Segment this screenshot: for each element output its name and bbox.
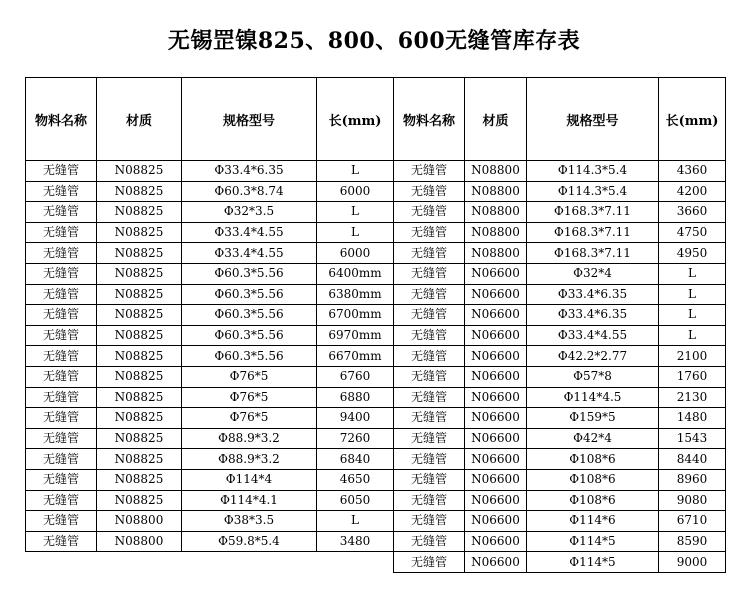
cell-length: 6050 [317, 490, 394, 511]
table-row [26, 222, 726, 243]
cell-spec: Φ42.2*2.77 [527, 346, 659, 367]
cell-material-name: 无缝管 [26, 387, 97, 408]
cell-material-name: 无缝管 [26, 222, 97, 243]
cell-grade: N08825 [97, 325, 182, 346]
cell-material-name: 无缝管 [394, 428, 465, 449]
cell-length: L [317, 511, 394, 532]
cell-grade: N06600 [465, 305, 527, 326]
cell-material-name: 无缝管 [394, 366, 465, 387]
cell-spec: Φ59.8*5.4 [182, 531, 317, 552]
cell-spec: Φ38*3.5 [182, 511, 317, 532]
cell-grade: N08825 [97, 284, 182, 305]
empty-cell [26, 552, 97, 573]
cell-material-name: 无缝管 [394, 284, 465, 305]
cell-spec: Φ108*6 [527, 490, 659, 511]
table-row [26, 202, 726, 223]
cell-grade: N08800 [465, 243, 527, 264]
cell-length: 4360 [659, 161, 726, 182]
cell-spec: Φ88.9*3.2 [182, 449, 317, 470]
cell-spec: Φ33.4*6.35 [527, 305, 659, 326]
cell-material-name: 无缝管 [394, 305, 465, 326]
cell-material-name: 无缝管 [394, 243, 465, 264]
cell-material-name: 无缝管 [394, 449, 465, 470]
table-row [26, 284, 726, 305]
cell-grade: N06600 [465, 387, 527, 408]
table-row [26, 305, 726, 326]
cell-spec: Φ108*6 [527, 449, 659, 470]
table-row [26, 243, 726, 264]
table-row [26, 552, 726, 573]
cell-spec: Φ114*4.5 [527, 387, 659, 408]
table-row [26, 181, 726, 202]
cell-grade: N08825 [97, 428, 182, 449]
inventory-table [25, 77, 726, 573]
cell-material-name: 无缝管 [26, 181, 97, 202]
cell-length: 4200 [659, 181, 726, 202]
cell-material-name: 无缝管 [26, 531, 97, 552]
cell-spec: Φ168.3*7.11 [527, 222, 659, 243]
cell-length: 1480 [659, 408, 726, 429]
cell-grade: N06600 [465, 511, 527, 532]
cell-material-name: 无缝管 [26, 263, 97, 284]
cell-material-name: 无缝管 [26, 161, 97, 182]
cell-spec: Φ60.3*5.56 [182, 305, 317, 326]
cell-material-name: 无缝管 [26, 449, 97, 470]
cell-spec: Φ60.3*5.56 [182, 346, 317, 367]
cell-spec: Φ114.3*5.4 [527, 161, 659, 182]
cell-spec: Φ60.3*8.74 [182, 181, 317, 202]
cell-length: 7260 [317, 428, 394, 449]
cell-spec: Φ33.4*4.55 [182, 243, 317, 264]
cell-grade: N08800 [97, 531, 182, 552]
cell-grade: N06600 [465, 325, 527, 346]
cell-grade: N06600 [465, 552, 527, 573]
cell-length: L [317, 161, 394, 182]
cell-spec: Φ42*4 [527, 428, 659, 449]
cell-spec: Φ33.4*4.55 [527, 325, 659, 346]
cell-length: 8590 [659, 531, 726, 552]
cell-length: L [659, 325, 726, 346]
cell-grade: N08825 [97, 222, 182, 243]
cell-length: 4950 [659, 243, 726, 264]
cell-length: 3660 [659, 202, 726, 223]
cell-spec: Φ60.3*5.56 [182, 284, 317, 305]
cell-material-name: 无缝管 [26, 366, 97, 387]
cell-grade: N08825 [97, 243, 182, 264]
cell-spec: Φ76*5 [182, 408, 317, 429]
cell-length: 6840 [317, 449, 394, 470]
cell-length: 4750 [659, 222, 726, 243]
table-row [26, 469, 726, 490]
header-grade: 材质 [97, 78, 182, 161]
table-row [26, 387, 726, 408]
cell-material-name: 无缝管 [26, 325, 97, 346]
cell-grade: N08825 [97, 181, 182, 202]
cell-length: 6000 [317, 243, 394, 264]
cell-material-name: 无缝管 [26, 346, 97, 367]
empty-cell [182, 552, 317, 573]
cell-spec: Φ57*8 [527, 366, 659, 387]
header-spec: 规格型号 [527, 78, 659, 161]
cell-material-name: 无缝管 [26, 243, 97, 264]
header-material-name: 物料名称 [26, 78, 97, 161]
cell-material-name: 无缝管 [26, 408, 97, 429]
cell-material-name: 无缝管 [394, 161, 465, 182]
cell-grade: N06600 [465, 366, 527, 387]
cell-spec: Φ114.3*5.4 [527, 181, 659, 202]
cell-grade: N08825 [97, 366, 182, 387]
cell-spec: Φ114*5 [527, 552, 659, 573]
cell-grade: N06600 [465, 408, 527, 429]
cell-grade: N08825 [97, 202, 182, 223]
empty-cell [317, 552, 394, 573]
cell-length: 6700mm [317, 305, 394, 326]
cell-material-name: 无缝管 [394, 552, 465, 573]
cell-material-name: 无缝管 [26, 202, 97, 223]
cell-material-name: 无缝管 [26, 305, 97, 326]
table-row [26, 490, 726, 511]
cell-material-name: 无缝管 [394, 531, 465, 552]
cell-spec: Φ159*5 [527, 408, 659, 429]
cell-material-name: 无缝管 [394, 490, 465, 511]
cell-grade: N08800 [465, 222, 527, 243]
header-grade: 材质 [465, 78, 527, 161]
cell-grade: N08825 [97, 408, 182, 429]
cell-length: L [659, 305, 726, 326]
cell-grade: N08825 [97, 490, 182, 511]
cell-length: L [317, 222, 394, 243]
cell-material-name: 无缝管 [26, 511, 97, 532]
cell-spec: Φ114*4.1 [182, 490, 317, 511]
cell-length: 2130 [659, 387, 726, 408]
cell-grade: N08800 [465, 161, 527, 182]
cell-grade: N08825 [97, 305, 182, 326]
cell-length: 1543 [659, 428, 726, 449]
cell-spec: Φ60.3*5.56 [182, 325, 317, 346]
table-row [26, 366, 726, 387]
table-row [26, 346, 726, 367]
cell-spec: Φ114*5 [527, 531, 659, 552]
cell-material-name: 无缝管 [394, 346, 465, 367]
table-row [26, 428, 726, 449]
cell-spec: Φ76*5 [182, 366, 317, 387]
cell-spec: Φ33.4*4.55 [182, 222, 317, 243]
cell-grade: N06600 [465, 346, 527, 367]
cell-grade: N06600 [465, 263, 527, 284]
cell-material-name: 无缝管 [26, 428, 97, 449]
cell-length: 9080 [659, 490, 726, 511]
cell-grade: N08825 [97, 449, 182, 470]
cell-material-name: 无缝管 [26, 469, 97, 490]
cell-grade: N08825 [97, 346, 182, 367]
table-row [26, 449, 726, 470]
cell-grade: N08825 [97, 469, 182, 490]
empty-cell [97, 552, 182, 573]
cell-grade: N06600 [465, 469, 527, 490]
table-row [26, 408, 726, 429]
cell-length: 8960 [659, 469, 726, 490]
cell-material-name: 无缝管 [394, 263, 465, 284]
cell-spec: Φ76*5 [182, 387, 317, 408]
cell-spec: Φ108*6 [527, 469, 659, 490]
cell-length: 9000 [659, 552, 726, 573]
cell-material-name: 无缝管 [394, 222, 465, 243]
cell-length: 6000 [317, 181, 394, 202]
cell-material-name: 无缝管 [394, 408, 465, 429]
table-row [26, 161, 726, 182]
header-spec: 规格型号 [182, 78, 317, 161]
cell-length: 6400mm [317, 263, 394, 284]
cell-length: 6670mm [317, 346, 394, 367]
cell-length: 4650 [317, 469, 394, 490]
cell-spec: Φ32*4 [527, 263, 659, 284]
cell-spec: Φ114*4 [182, 469, 317, 490]
cell-length: 3480 [317, 531, 394, 552]
cell-material-name: 无缝管 [394, 181, 465, 202]
cell-spec: Φ32*3.5 [182, 202, 317, 223]
cell-grade: N06600 [465, 531, 527, 552]
cell-grade: N08800 [97, 511, 182, 532]
cell-length: 1760 [659, 366, 726, 387]
cell-length: 2100 [659, 346, 726, 367]
header-length: 长(mm) [317, 78, 394, 161]
cell-material-name: 无缝管 [394, 387, 465, 408]
cell-spec: Φ114*6 [527, 511, 659, 532]
cell-grade: N06600 [465, 428, 527, 449]
cell-grade: N08825 [97, 161, 182, 182]
cell-length: 9400 [317, 408, 394, 429]
header-row [26, 78, 726, 161]
cell-length: 6880 [317, 387, 394, 408]
cell-length: L [659, 263, 726, 284]
document-title: 无锡罡镍825、800、600无缝管库存表 [167, 28, 581, 54]
cell-length: 6710 [659, 511, 726, 532]
cell-grade: N06600 [465, 284, 527, 305]
cell-length: 8440 [659, 449, 726, 470]
cell-grade: N08800 [465, 202, 527, 223]
cell-grade: N08825 [97, 387, 182, 408]
cell-grade: N06600 [465, 449, 527, 470]
cell-spec: Φ33.4*6.35 [527, 284, 659, 305]
cell-spec: Φ60.3*5.56 [182, 263, 317, 284]
header-material-name: 物料名称 [394, 78, 465, 161]
cell-spec: Φ168.3*7.11 [527, 243, 659, 264]
table-row [26, 511, 726, 532]
cell-length: L [317, 202, 394, 223]
cell-spec: Φ33.4*6.35 [182, 161, 317, 182]
cell-length: L [659, 284, 726, 305]
table-row [26, 263, 726, 284]
table-row [26, 325, 726, 346]
cell-material-name: 无缝管 [394, 325, 465, 346]
cell-grade: N06600 [465, 490, 527, 511]
cell-spec: Φ88.9*3.2 [182, 428, 317, 449]
cell-length: 6760 [317, 366, 394, 387]
header-length: 长(mm) [659, 78, 726, 161]
cell-material-name: 无缝管 [26, 284, 97, 305]
cell-material-name: 无缝管 [394, 202, 465, 223]
cell-material-name: 无缝管 [26, 490, 97, 511]
cell-length: 6970mm [317, 325, 394, 346]
cell-spec: Φ168.3*7.11 [527, 202, 659, 223]
cell-material-name: 无缝管 [394, 469, 465, 490]
cell-material-name: 无缝管 [394, 511, 465, 532]
cell-grade: N08825 [97, 263, 182, 284]
table-row [26, 531, 726, 552]
cell-length: 6380mm [317, 284, 394, 305]
cell-grade: N08800 [465, 181, 527, 202]
